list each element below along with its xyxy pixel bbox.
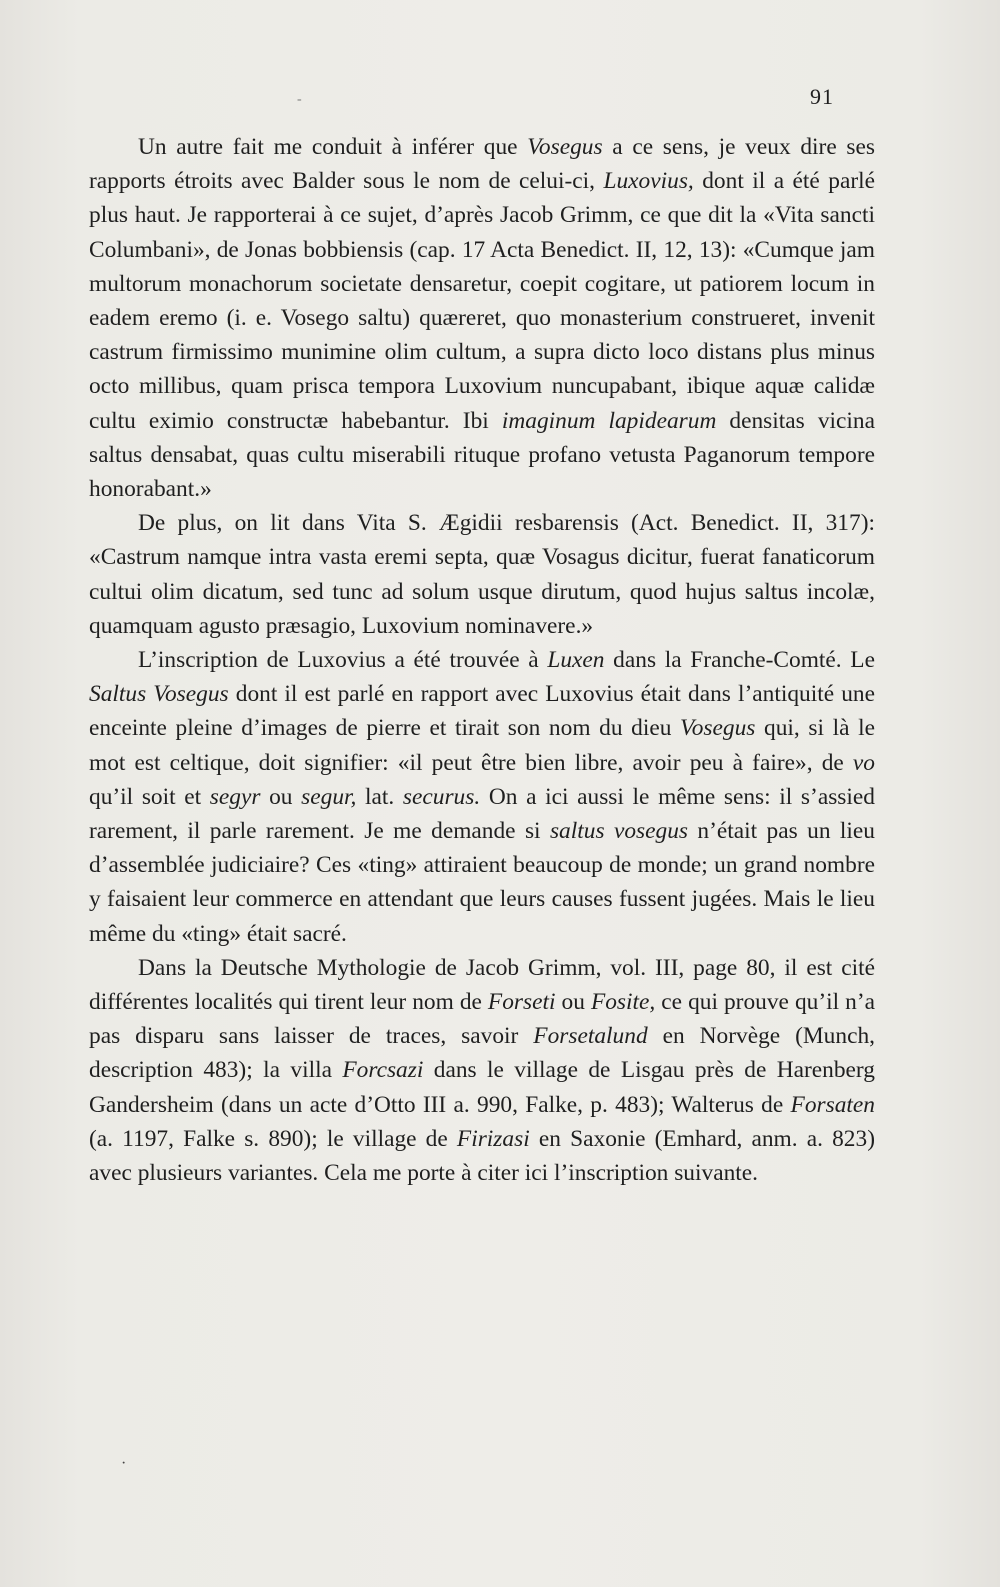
text-run: qu’il soit et	[89, 783, 210, 810]
italic-text: Forsaten	[790, 1091, 875, 1118]
text-run: On a ici aussi le même sens: il s’assied rarement, il parle rarement. Je me demande si	[89, 783, 875, 845]
text-run: dont il a été parlé plus haut. Je rapporterai à ce sujet, d’après Jacob Grimm, ce que dit la «Vita sancti Columbani», de Jonas bobbiensis (cap. 17 Acta Benedict. II, 12, 13): «Cumque jam multorum monachorum societate densaretur, coepit cogitare, ut patiorem locum in eadem eremo (i. e. Vosego saltu) quæreret, quo monasterium construeret, invenit castrum firmissimo munimine olim cultum, a supra dicto loco distans plus minus octo millibus, quam prisca tempora Luxovium nuncupabant, ibique aquæ calidæ cultu eximio constructæ habebantur. Ibi	[89, 168, 876, 434]
text-run: De plus, on lit dans Vita S. Ægidii resbarensis (Act. Benedict. II, 317): «Castrum namque intra vasta eremi septa, quæ Vosagus dicitur, fuerat fanaticorum cultui olim dicatum, sed tunc ad solum usque dirutum, quod hujus saltus incolæ, quamquam agusto præsagio, Luxovium nominavere.»	[89, 510, 875, 639]
text-run: a ce sens, je veux dire ses rapports étroits avec Balder sous le nom de celui-ci,	[89, 134, 875, 195]
page-number: 91	[810, 84, 834, 109]
paragraph	[89, 643, 875, 951]
text-run: lat.	[356, 783, 403, 810]
text-run: ce qui prouve qu’il n’a pas disparu sans laisser de traces, savoir	[89, 989, 876, 1050]
text-run: dans le village de Lisgau près de Harenberg Gandersheim (dans un acte d’Otto III a. 990, Falke, p. 483); Walterus de	[89, 1057, 875, 1118]
text-run: Un autre fait me conduit à inférer que	[138, 134, 528, 160]
italic-text: segyr	[209, 783, 261, 810]
paragraph	[89, 506, 875, 643]
italic-text: Forsetalund	[533, 1023, 648, 1050]
text-run: ou	[260, 783, 302, 810]
text-run: dont il est parlé en rapport avec Luxovius était dans l’antiquité une enceinte pleine d’images de pierre et tirait son nom du dieu	[89, 681, 875, 742]
paragraph	[89, 130, 875, 506]
italic-text: Forseti	[487, 989, 556, 1016]
italic-text: Luxovius,	[603, 168, 694, 195]
text-run: ou	[555, 989, 591, 1016]
text-run: en Saxonie (Emhard, anm. a. 823) avec plusieurs variantes. Cela me porte à citer ici l’inscription suivante.	[89, 1125, 875, 1187]
ink-speck: ·	[121, 1455, 127, 1472]
print-mark: -	[297, 92, 302, 107]
italic-text: Firizasi	[456, 1125, 530, 1152]
text-run: (a. 1197, Falke s. 890); le village de	[89, 1125, 457, 1152]
italic-text: Luxen	[547, 647, 605, 674]
italic-text: imaginum lapidearum	[501, 407, 717, 434]
italic-text: Saltus Vosegus	[89, 681, 229, 708]
italic-text: vo	[852, 749, 875, 776]
italic-text: Vosegus	[680, 715, 756, 742]
text-run: qui, si là le mot est celtique, doit signifier: «il peut être bien libre, avoir peu à faire», de	[89, 715, 876, 776]
italic-text: saltus vosegus	[549, 818, 689, 845]
italic-text: segur,	[301, 783, 357, 810]
text-run: L’inscription de Luxovius a été trouvée à	[138, 647, 548, 674]
paragraph	[89, 951, 875, 1190]
italic-text: Vosegus	[527, 134, 603, 160]
text-run: en Norvège (Munch, description 483); la villa	[89, 1023, 875, 1084]
text-run: Dans la Deutsche Mythologie de Jacob Grimm, vol. III, page 80, il est cité différentes localités qui tirent leur nom de	[89, 954, 875, 1016]
text-run: n’était pas un lieu d’assemblée judiciaire? Ces «ting» attiraient beaucoup de monde; un grand nombre y faisaient leur commerce en attendant que leurs causes fussent jugées. Mais le lieu même du «ting» était sacré.	[89, 818, 876, 947]
italic-text: Fosite,	[590, 989, 656, 1016]
italic-text: Forcsazi	[342, 1057, 424, 1084]
body-text	[89, 130, 875, 1190]
text-run: dans la Franche-Comté. Le	[604, 647, 875, 674]
text-run: densitas vicina saltus densabat, quas cultu miserabili rituque profano vetusta Paganorum tempore honorabant.»	[89, 407, 875, 503]
italic-text: securus.	[402, 783, 481, 810]
